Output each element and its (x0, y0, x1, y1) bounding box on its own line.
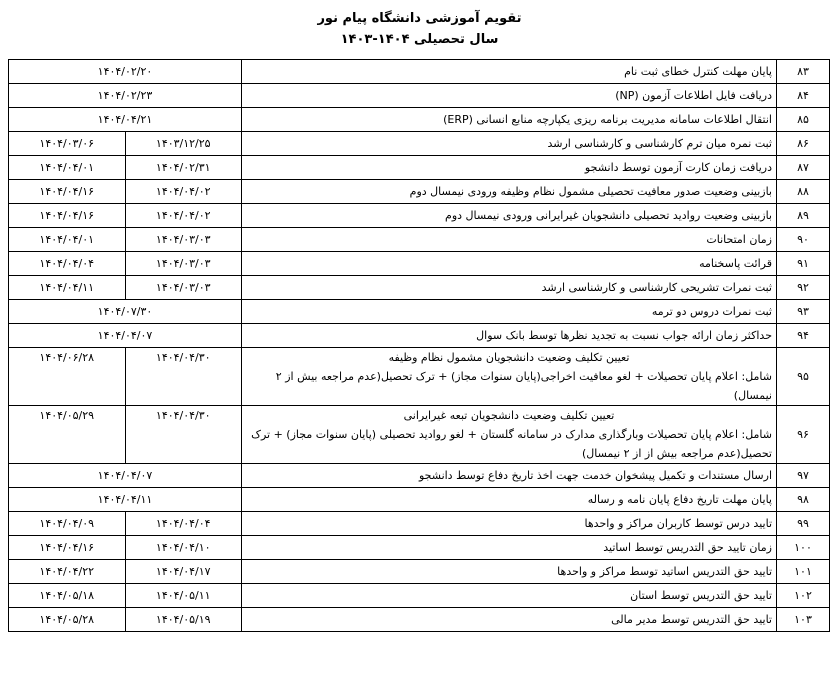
table-row (9, 132, 830, 156)
row-number: ۸۴ (777, 84, 830, 108)
event-title: تایید حق التدریس اساتید توسط مراکز و واحدها (242, 560, 777, 584)
start-date: ۱۴۰۴/۰۴/۰۲ (125, 180, 242, 204)
row-number: ۹۸ (777, 488, 830, 512)
start-date: ۱۴۰۴/۰۴/۱۷ (125, 560, 242, 584)
row-number: ۱۰۲ (777, 584, 830, 608)
table-row (9, 464, 830, 488)
start-date: ۱۴۰۴/۰۵/۱۱ (125, 584, 242, 608)
event-title: پایان مهلت کنترل خطای ثبت نام (242, 60, 777, 84)
deadline-date: ۱۴۰۴/۰۷/۳۰ (9, 300, 242, 324)
row-number: ۸۷ (777, 156, 830, 180)
end-date: ۱۴۰۴/۰۴/۰۴ (9, 252, 126, 276)
start-date: ۱۴۰۴/۰۵/۱۹ (125, 608, 242, 632)
row-number: ۹۱ (777, 252, 830, 276)
start-date: ۱۴۰۴/۰۳/۰۳ (125, 228, 242, 252)
row-number: ۸۸ (777, 180, 830, 204)
end-date: ۱۴۰۴/۰۴/۱۶ (9, 180, 126, 204)
table-row (9, 488, 830, 512)
table-row (9, 406, 830, 464)
event-title-main: تعیین تکلیف وضعیت دانشجویان تبعه غیرایرانی (403, 409, 615, 422)
row-number: ۸۳ (777, 60, 830, 84)
row-number: ۱۰۱ (777, 560, 830, 584)
event-title: ثبت نمرات دروس دو ترمه (242, 300, 777, 324)
event-title: زمان تایید حق التدریس توسط اساتید (242, 536, 777, 560)
row-number: ۱۰۳ (777, 608, 830, 632)
event-title: ارسال مستندات و تکمیل پیشخوان خدمت جهت اخذ تاریخ دفاع توسط دانشجو (242, 464, 777, 488)
end-date: ۱۴۰۴/۰۳/۰۶ (9, 132, 126, 156)
row-number: ۹۰ (777, 228, 830, 252)
event-title: پایان مهلت تاریخ دفاع پایان نامه و رساله (242, 488, 777, 512)
start-date: ۱۴۰۴/۰۴/۱۰ (125, 536, 242, 560)
end-date: ۱۴۰۴/۰۶/۲۸ (9, 348, 126, 406)
end-date: ۱۴۰۴/۰۴/۲۲ (9, 560, 126, 584)
table-row (9, 324, 830, 348)
deadline-date: ۱۴۰۴/۰۴/۰۷ (9, 464, 242, 488)
row-number: ۹۹ (777, 512, 830, 536)
end-date: ۱۴۰۴/۰۴/۰۱ (9, 228, 126, 252)
end-date: ۱۴۰۴/۰۴/۰۱ (9, 156, 126, 180)
end-date: ۱۴۰۴/۰۴/۱۱ (9, 276, 126, 300)
row-number: ۹۴ (777, 324, 830, 348)
event-title: تایید حق التدریس توسط مدیر مالی (242, 608, 777, 632)
deadline-date: ۱۴۰۴/۰۲/۲۰ (9, 60, 242, 84)
row-number: ۹۷ (777, 464, 830, 488)
event-title: تایید حق التدریس توسط استان (242, 584, 777, 608)
event-title: ثبت نمرات تشریحی کارشناسی و کارشناسی ارشد (242, 276, 777, 300)
table-row (9, 204, 830, 228)
row-number: ۸۵ (777, 108, 830, 132)
event-title: ثبت نمره میان ترم کارشناسی و کارشناسی ارشد (242, 132, 777, 156)
table-row (9, 156, 830, 180)
event-title: حداکثر زمان ارائه جواب نسبت به تجدید نظرها توسط بانک سوال (242, 324, 777, 348)
start-date: ۱۴۰۴/۰۴/۰۴ (125, 512, 242, 536)
event-title: انتقال اطلاعات سامانه مدیریت برنامه ریزی یکپارچه منابع انسانی (ERP) (242, 108, 777, 132)
row-number: ۱۰۰ (777, 536, 830, 560)
event-title (242, 348, 777, 406)
end-date: ۱۴۰۴/۰۴/۰۹ (9, 512, 126, 536)
academic-calendar-table (8, 59, 830, 632)
academic-year: سال تحصیلی ۱۴۰۴-۱۴۰۳ (340, 32, 499, 47)
table-row (9, 300, 830, 324)
table-row (9, 276, 830, 300)
start-date: ۱۴۰۴/۰۴/۳۰ (125, 406, 242, 464)
deadline-date: ۱۴۰۴/۰۴/۰۷ (9, 324, 242, 348)
end-date: ۱۴۰۴/۰۵/۲۹ (9, 406, 126, 464)
table-row (9, 108, 830, 132)
event-title-main: تعیین تکلیف وضعیت دانشجویان مشمول نظام وظیفه (388, 351, 630, 364)
deadline-date: ۱۴۰۴/۰۲/۲۳ (9, 84, 242, 108)
table-row (9, 512, 830, 536)
calendar-body (9, 60, 830, 632)
start-date: ۱۴۰۴/۰۴/۰۲ (125, 204, 242, 228)
table-row (9, 84, 830, 108)
calendar-title: تقویم آموزشی دانشگاه پیام نور (317, 11, 522, 26)
start-date: ۱۴۰۴/۰۲/۳۱ (125, 156, 242, 180)
start-date: ۱۴۰۳/۱۲/۲۵ (125, 132, 242, 156)
end-date: ۱۴۰۴/۰۴/۱۶ (9, 204, 126, 228)
end-date: ۱۴۰۴/۰۴/۱۶ (9, 536, 126, 560)
end-date: ۱۴۰۴/۰۵/۲۸ (9, 608, 126, 632)
row-number: ۹۵ (777, 348, 830, 406)
row-number: ۹۲ (777, 276, 830, 300)
event-title: تایید درس توسط کاربران مراکز و واحدها (242, 512, 777, 536)
table-row (9, 228, 830, 252)
event-title-detail: شامل: اعلام پایان تحصیلات + لغو معافیت اخراجی(پایان سنوات مجاز) + ترک تحصیل(عدم مراجعه بیش از ۲ نیمسال) (275, 370, 772, 402)
event-title: بازبینی وضعیت صدور معافیت تحصیلی مشمول نظام وظیفه ورودی نیمسال دوم (242, 180, 777, 204)
event-title: دریافت زمان کارت آزمون توسط دانشجو (242, 156, 777, 180)
row-number: ۹۳ (777, 300, 830, 324)
table-row (9, 608, 830, 632)
deadline-date: ۱۴۰۴/۰۴/۱۱ (9, 488, 242, 512)
table-row (9, 180, 830, 204)
row-number: ۸۶ (777, 132, 830, 156)
event-title (242, 406, 777, 464)
row-number: ۹۶ (777, 406, 830, 464)
table-row (9, 536, 830, 560)
event-title-detail: شامل: اعلام پایان تحصیلات وبارگذاری مدارک در سامانه گلستان + لغو روادید تحصیلی (پایان سنوات مجاز) + ترک تحصیل(عدم مراجعه بیش از از ۲ نیمسال) (251, 428, 772, 460)
deadline-date: ۱۴۰۴/۰۴/۲۱ (9, 108, 242, 132)
event-title: دریافت فایل اطلاعات آزمون (NP) (242, 84, 777, 108)
start-date: ۱۴۰۴/۰۴/۳۰ (125, 348, 242, 406)
event-title: زمان امتحانات (242, 228, 777, 252)
row-number: ۸۹ (777, 204, 830, 228)
event-title: قرائت پاسخنامه (242, 252, 777, 276)
table-row (9, 252, 830, 276)
table-row (9, 60, 830, 84)
table-row (9, 348, 830, 406)
page-header (0, 8, 839, 50)
event-title: بازبینی وضعیت روادید تحصیلی دانشجویان غیرایرانی ورودی نیمسال دوم (242, 204, 777, 228)
table-row (9, 584, 830, 608)
table-row (9, 560, 830, 584)
end-date: ۱۴۰۴/۰۵/۱۸ (9, 584, 126, 608)
start-date: ۱۴۰۴/۰۳/۰۳ (125, 276, 242, 300)
start-date: ۱۴۰۴/۰۳/۰۳ (125, 252, 242, 276)
